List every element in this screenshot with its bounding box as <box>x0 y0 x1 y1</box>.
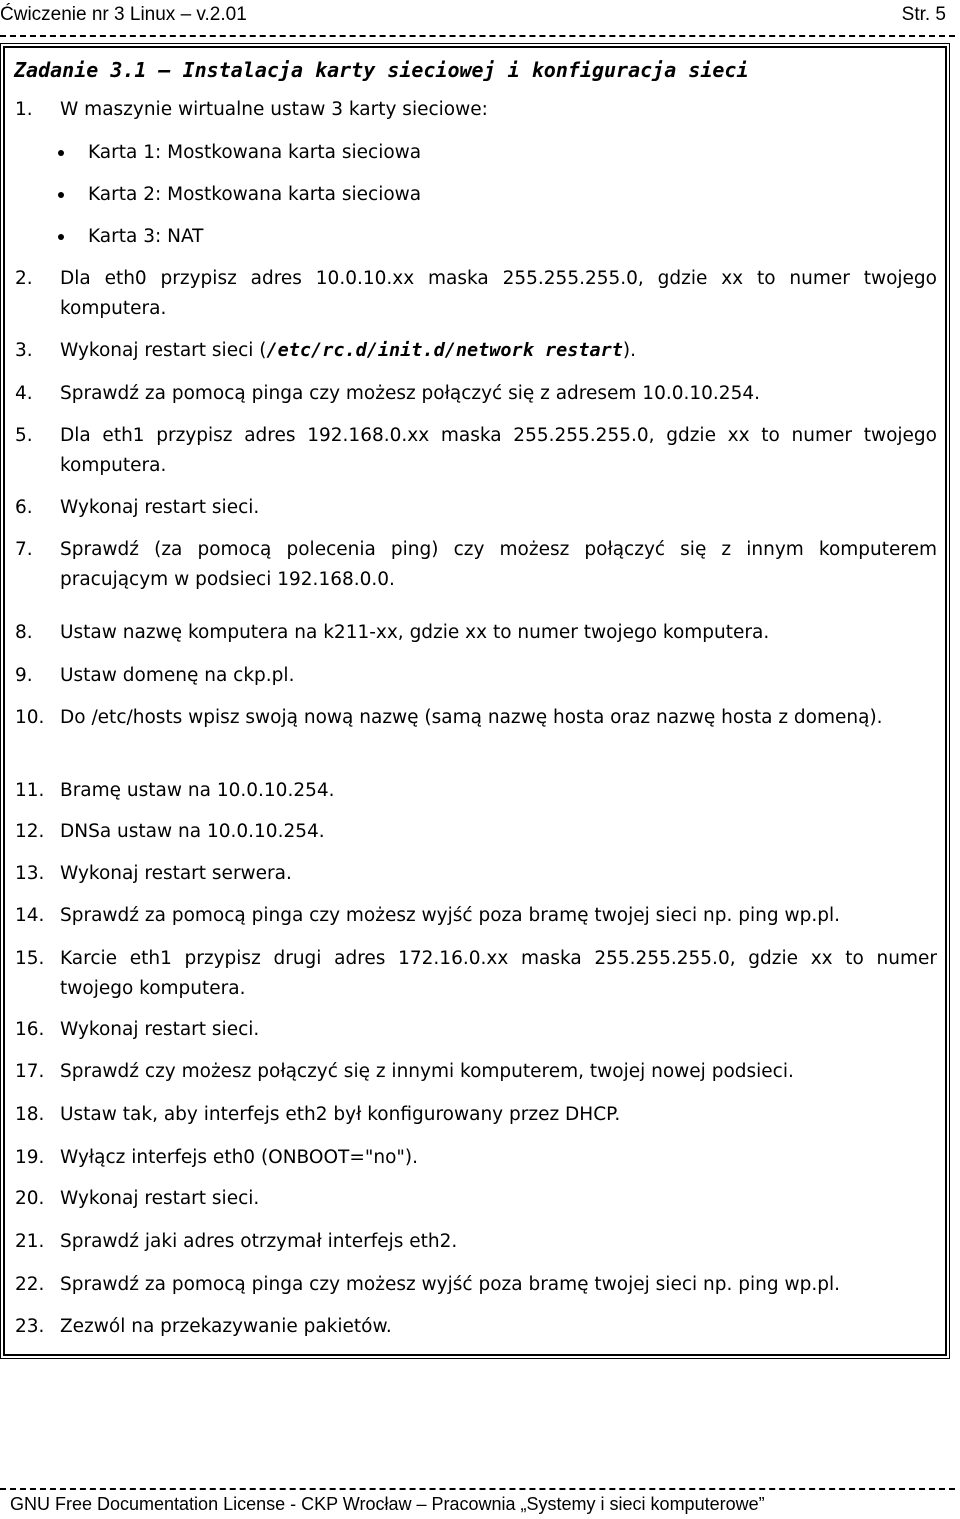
item-text: Sprawdź za pomocą pinga czy możesz wyjść poza bramę twojej sieci np. ping wp.pl. <box>60 1274 840 1295</box>
item-number: 8. <box>15 622 33 643</box>
item-number: 5. <box>15 425 33 446</box>
item-text: Karcie eth1 przypisz drugi adres 172.16.0.xx maska 255.255.255.0, gdzie xx to numer twojego komputera. <box>60 948 937 999</box>
item-text: Ustaw nazwę komputera na k211-xx, gdzie xx to numer twojego komputera. <box>60 622 770 643</box>
item-text: Sprawdź za pomocą pinga czy możesz połączyć się z adresem 10.0.10.254. <box>60 383 760 404</box>
item-number: 20. <box>15 1188 45 1209</box>
item-number: 9. <box>15 665 33 686</box>
item-number: 22. <box>15 1274 45 1295</box>
item-number: 19. <box>15 1147 45 1168</box>
footer-divider <box>0 1488 955 1490</box>
exercise-title: Zadanie 3.1 – Instalacja karty sieciowej i konfiguracja sieci <box>14 58 749 82</box>
item-text: DNSa ustaw na 10.0.10.254. <box>60 821 325 842</box>
item-number: 7. <box>15 539 33 560</box>
item-number: 1. <box>15 99 33 120</box>
item-text: W maszynie wirtualne ustaw 3 karty sieciowe: <box>60 99 488 120</box>
item-text: Sprawdź (za pomocą polecenia ping) czy możesz połączyć się z innym komputerem pracującym w podsieci 192.168.0.0. <box>60 539 937 590</box>
item-number: 11. <box>15 780 45 801</box>
header-title: Ćwiczenie nr 3 Linux – v.2.01 <box>0 4 247 25</box>
item-number: 12. <box>15 821 45 842</box>
item-number: 10. <box>15 707 45 728</box>
item-number: 14. <box>15 905 45 926</box>
item-text: Do /etc/hosts wpisz swoją nową nazwę (samą nazwę hosta oraz nazwę hosta z domeną). <box>60 707 883 728</box>
bullet-icon <box>58 192 64 198</box>
item-text: Sprawdź za pomocą pinga czy możesz wyjść poza bramę twojej sieci np. ping wp.pl. <box>60 905 840 926</box>
item-text: Ustaw tak, aby interfejs eth2 był konfigurowany przez DHCP. <box>60 1104 621 1125</box>
item-number: 13. <box>15 863 45 884</box>
item-number: 4. <box>15 383 33 404</box>
item-text: Ustaw domenę na ckp.pl. <box>60 665 295 686</box>
item-text: Dla eth1 przypisz adres 192.168.0.xx maska 255.255.255.0, gdzie xx to numer twojego komputera. <box>60 425 937 476</box>
command-path: /etc/rc.d/init.d/network restart <box>266 340 623 361</box>
bullet-icon <box>58 150 64 156</box>
item-text-end: ). <box>622 340 637 361</box>
item-text: Sprawdź jaki adres otrzymał interfejs eth2. <box>60 1231 458 1252</box>
item-number: 23. <box>15 1316 45 1337</box>
item-text: Sprawdź czy możesz połączyć się z innymi komputerem, twojej nowej podsieci. <box>60 1061 794 1082</box>
bullet-text: Karta 3: NAT <box>88 226 204 247</box>
item-text: Dla eth0 przypisz adres 10.0.10.xx maska 255.255.255.0, gdzie xx to numer twojego komputera. <box>60 268 937 319</box>
item-text: Wykonaj restart sieci. <box>60 1019 260 1040</box>
bullet-icon <box>58 234 64 240</box>
item-number: 18. <box>15 1104 45 1125</box>
item-text <box>60 336 937 366</box>
item-number: 16. <box>15 1019 45 1040</box>
item-number: 3. <box>15 340 33 361</box>
item-number: 15. <box>15 948 45 969</box>
page-header <box>0 0 960 36</box>
item-text-start: Wykonaj restart sieci ( <box>60 340 267 361</box>
page-footer: GNU Free Documentation License - CKP Wrocław – Pracownia „Systemy i sieci komputerowe” <box>10 1494 765 1514</box>
item-text: Wykonaj restart sieci. <box>60 1188 260 1209</box>
bullet-text: Karta 2: Mostkowana karta sieciowa <box>88 184 422 205</box>
item-text: Wykonaj restart sieci. <box>60 497 260 518</box>
item-text: Wykonaj restart serwera. <box>60 863 292 884</box>
page-number: Str. 5 <box>901 4 946 25</box>
item-number: 6. <box>15 497 33 518</box>
item-number: 17. <box>15 1061 45 1082</box>
item-text: Zezwól na przekazywanie pakietów. <box>60 1316 392 1337</box>
item-number: 2. <box>15 268 33 289</box>
item-text: Bramę ustaw na 10.0.10.254. <box>60 780 335 801</box>
bullet-text: Karta 1: Mostkowana karta sieciowa <box>88 142 422 163</box>
item-number: 21. <box>15 1231 45 1252</box>
item-text: Wyłącz interfejs eth0 (ONBOOT="no"). <box>60 1147 419 1168</box>
header-divider <box>0 35 955 37</box>
